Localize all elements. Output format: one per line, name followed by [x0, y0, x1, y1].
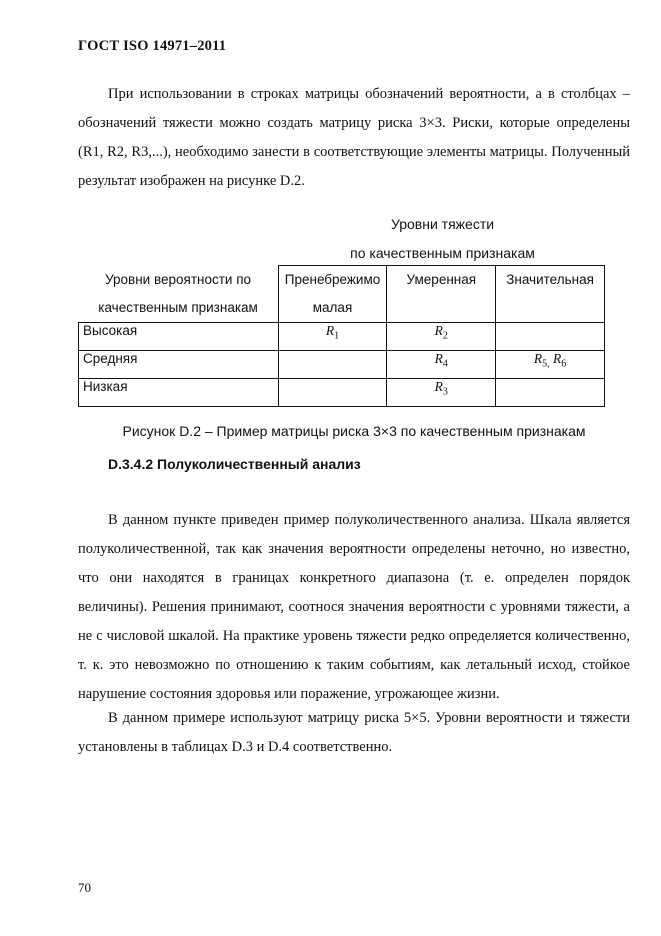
severity-heading-line2: по качественным признакам — [350, 245, 535, 261]
column-header-significant — [496, 266, 605, 323]
column-header-negligible — [278, 266, 387, 323]
risk-index: 1 — [334, 330, 340, 342]
matrix-cell — [387, 379, 496, 407]
paragraph-matrix-intro: При использовании в строках матрицы обозначений вероятности, а в столбцах – обозначений тяжести можно создать матрицу риска 3×3. Риски, которые определены (R1, R2, R3,...), необходимо занести в соответствующие элементы матрицы. Полученный результат изображен на рисунке D.2. — [78, 86, 630, 189]
corner-label-line2: качественным признакам — [98, 299, 258, 315]
matrix-cell — [387, 351, 496, 379]
column-header-moderate — [387, 266, 496, 323]
column-header-line: малая — [312, 300, 353, 315]
risk-label — [434, 379, 448, 398]
column-header-line: Значительная — [506, 272, 594, 287]
risk-matrix-table — [78, 265, 605, 407]
section-title: D.3.4.2 Полуколичественный анализ — [108, 456, 361, 472]
probability-levels-heading — [79, 266, 279, 323]
risk-label — [434, 351, 448, 370]
risk-index: 2 — [442, 330, 448, 342]
risk-letter: R — [325, 323, 335, 338]
table-header-row — [79, 266, 605, 323]
document-header: ГОСТ ISO 14971–2011 — [78, 38, 227, 54]
matrix-cell — [278, 323, 387, 351]
matrix-cell — [278, 351, 387, 379]
risk-label — [533, 351, 550, 370]
row-label: Низкая — [79, 379, 279, 407]
page-number: 70 — [78, 880, 91, 895]
risk-letter: R — [434, 379, 443, 394]
matrix-cell — [496, 323, 605, 351]
risk-letter: R — [553, 351, 562, 366]
risk-index: 6 — [561, 358, 567, 370]
corner-label-line1: Уровни вероятности по — [105, 271, 252, 287]
paragraph-5x5-example: В данном примере используют матрицу риска 5×5. Уровни вероятности и тяжести установлены в таблицах D.3 и D.4 соответственно. — [78, 710, 630, 755]
risk-label — [553, 351, 567, 370]
severity-levels-heading — [280, 210, 605, 268]
risk-letter: R — [434, 351, 443, 366]
matrix-cell — [387, 323, 496, 351]
matrix-cell — [496, 379, 605, 407]
figure-caption: Рисунок D.2 – Пример матрицы риска 3×3 по качественным признакам — [122, 423, 586, 439]
matrix-cell — [278, 379, 387, 407]
row-label: Высокая — [79, 323, 279, 351]
risk-letter: R — [434, 323, 443, 338]
risk-index: 5, — [542, 358, 550, 370]
paragraph-semiquantitative: В данном пункте приведен пример полуколичественного анализа. Шкала является полуколичественной, так как значения вероятности определены неточно, но известно, что они находятся в границах конкретного диапазона (т. е. определен порядок величины). Решения принимают, соотнося значения вероятности с уровнями тяжести, а не с числовой шкалой. На практике уровень тяжести редко определяется количественно, т. к. это невозможно по отношению к таким событиям, как летальный исход, стойкое нарушение состояния здоровья или поражение, угрожающее жизни. — [78, 512, 630, 702]
risk-label — [434, 323, 448, 342]
row-label: Средняя — [79, 351, 279, 379]
risk-letter: R — [533, 351, 543, 366]
table-row — [79, 323, 605, 351]
table-row — [79, 379, 605, 407]
column-header-line: Умеренная — [406, 272, 477, 287]
column-header-line: Пренебрежимо — [284, 272, 381, 287]
risk-label — [325, 323, 340, 342]
table-row — [79, 351, 605, 379]
risk-index: 4 — [442, 358, 448, 370]
severity-heading-line1: Уровни тяжести — [390, 216, 495, 232]
matrix-cell — [496, 351, 605, 379]
risk-index: 3 — [442, 386, 448, 398]
